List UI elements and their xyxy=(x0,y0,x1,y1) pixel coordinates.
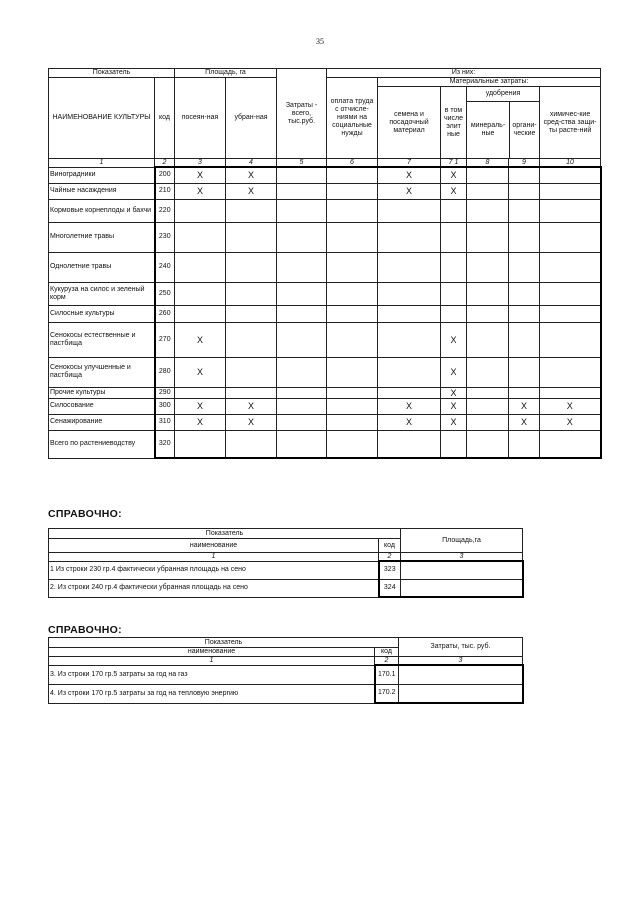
ref1-header-indicator: Показатель xyxy=(49,529,401,539)
entry-cell[interactable] xyxy=(226,322,277,357)
table-row xyxy=(49,665,523,684)
header-fertilizers: удобрения xyxy=(467,87,539,102)
col-num: 1 xyxy=(49,159,155,168)
entry-cell[interactable] xyxy=(540,222,601,252)
excluded-mark: X xyxy=(175,414,226,430)
entry-cell[interactable] xyxy=(509,387,540,398)
excluded-mark: X xyxy=(175,398,226,414)
entry-cell[interactable] xyxy=(509,282,540,305)
crop-name: Силосование xyxy=(49,398,155,414)
table-row xyxy=(49,430,601,458)
excluded-mark: X xyxy=(175,167,226,183)
col-num: 4 xyxy=(226,159,277,168)
excluded-mark: X xyxy=(226,183,277,199)
excluded-mark: X xyxy=(378,398,441,414)
entry-cell[interactable] xyxy=(509,357,540,387)
entry-cell[interactable] xyxy=(378,357,441,387)
entry-cell[interactable] xyxy=(327,282,378,305)
col-num: 2 xyxy=(379,553,401,562)
entry-cell[interactable] xyxy=(327,305,378,322)
col-num: 8 xyxy=(467,159,509,168)
ref2-row-name: 3. Из строки 170 гр.5 затраты за год на газ xyxy=(49,665,375,684)
entry-cell[interactable] xyxy=(509,167,540,183)
entry-cell[interactable] xyxy=(540,430,601,458)
entry-cell[interactable] xyxy=(378,252,441,282)
crop-code: 290 xyxy=(155,387,175,398)
entry-cell[interactable] xyxy=(467,282,509,305)
excluded-mark: X xyxy=(175,183,226,199)
entry-cell[interactable] xyxy=(277,252,327,282)
entry-cell[interactable] xyxy=(226,199,277,222)
ref2-row-value-input[interactable] xyxy=(399,684,523,703)
entry-cell[interactable] xyxy=(175,305,226,322)
entry-cell[interactable] xyxy=(226,357,277,387)
table-row xyxy=(49,684,523,703)
ref1-row-value-input[interactable] xyxy=(401,561,523,579)
table-row xyxy=(49,199,601,222)
entry-cell[interactable] xyxy=(327,222,378,252)
ref2-row-value-input[interactable] xyxy=(399,665,523,684)
ref1-header-name: наименование xyxy=(49,539,379,553)
crop-name: Чайные насаждения xyxy=(49,183,155,199)
header-sown: посеян-ная xyxy=(175,78,226,159)
crop-code: 250 xyxy=(155,282,175,305)
header-area: Площадь, га xyxy=(175,69,277,78)
table-row xyxy=(49,183,601,199)
col-num: 3 xyxy=(175,159,226,168)
entry-cell[interactable] xyxy=(540,252,601,282)
ref1-header-code: код xyxy=(379,539,401,553)
excluded-mark: X xyxy=(509,414,540,430)
header-organic: органи-ческие xyxy=(512,122,537,137)
entry-cell[interactable] xyxy=(441,222,467,252)
crop-name: Всего по растениеводству xyxy=(49,430,155,458)
entry-cell[interactable] xyxy=(509,252,540,282)
entry-cell[interactable] xyxy=(175,252,226,282)
entry-cell[interactable] xyxy=(467,387,509,398)
ref1-row-value-input[interactable] xyxy=(401,579,523,597)
crop-code: 230 xyxy=(155,222,175,252)
entry-cell[interactable] xyxy=(175,199,226,222)
table-row xyxy=(49,222,601,252)
excluded-mark: X xyxy=(175,357,226,387)
entry-cell[interactable] xyxy=(226,252,277,282)
entry-cell[interactable] xyxy=(540,199,601,222)
crop-name: Многолетние травы xyxy=(49,222,155,252)
reference-heading-2: СПРАВОЧНО: xyxy=(48,624,122,636)
entry-cell[interactable] xyxy=(277,357,327,387)
header-harvested: убран-ная xyxy=(226,78,277,159)
entry-cell[interactable] xyxy=(441,305,467,322)
entry-cell[interactable] xyxy=(509,430,540,458)
crop-code: 200 xyxy=(155,167,175,183)
entry-cell[interactable] xyxy=(378,387,441,398)
crop-costs-table xyxy=(48,68,602,459)
excluded-mark: X xyxy=(378,167,441,183)
ref1-row-name: 1 Из строки 230 гр.4 фактически убранная площадь на сено xyxy=(49,561,379,579)
entry-cell[interactable] xyxy=(378,322,441,357)
excluded-mark: X xyxy=(441,167,467,183)
entry-cell[interactable] xyxy=(277,322,327,357)
entry-cell[interactable] xyxy=(327,322,378,357)
entry-cell[interactable] xyxy=(540,282,601,305)
entry-cell[interactable] xyxy=(277,282,327,305)
entry-cell[interactable] xyxy=(327,357,378,387)
crop-name: Кормовые корнеплоды и бахчи xyxy=(49,199,155,222)
header-fertilizers-group xyxy=(467,87,540,159)
entry-cell[interactable] xyxy=(540,167,601,183)
table-row xyxy=(49,322,601,357)
ref2-row-code: 170.1 xyxy=(375,665,399,684)
entry-cell[interactable] xyxy=(327,387,378,398)
table-row xyxy=(49,387,601,398)
entry-cell[interactable] xyxy=(467,414,509,430)
entry-cell[interactable] xyxy=(467,322,509,357)
crop-code: 320 xyxy=(155,430,175,458)
excluded-mark: X xyxy=(441,322,467,357)
table-row xyxy=(49,252,601,282)
reference-table-costs xyxy=(48,637,524,704)
ref2-header-costs: Затраты, тыс. руб. xyxy=(399,638,523,657)
excluded-mark: X xyxy=(509,398,540,414)
crop-code: 300 xyxy=(155,398,175,414)
excluded-mark: X xyxy=(441,387,467,398)
entry-cell[interactable] xyxy=(327,430,378,458)
excluded-mark: X xyxy=(226,167,277,183)
entry-cell[interactable] xyxy=(327,252,378,282)
entry-cell[interactable] xyxy=(327,167,378,183)
crop-code: 260 xyxy=(155,305,175,322)
excluded-mark: X xyxy=(175,322,226,357)
crop-code: 220 xyxy=(155,199,175,222)
col-num: 2 xyxy=(375,657,399,666)
table-row xyxy=(49,414,601,430)
ref2-row-name: 4. Из строки 170 гр.5 затраты за год на тепловую энергию xyxy=(49,684,375,703)
entry-cell[interactable] xyxy=(277,305,327,322)
col-num: 2 xyxy=(155,159,175,168)
entry-cell[interactable] xyxy=(467,167,509,183)
crop-code: 280 xyxy=(155,357,175,387)
entry-cell[interactable] xyxy=(540,357,601,387)
header-elite: в том числе элит ные xyxy=(441,87,467,159)
table-row xyxy=(49,357,601,387)
ref2-header-indicator: Показатель xyxy=(49,638,399,648)
table-row xyxy=(49,561,523,579)
header-material-costs: Материальные затраты: xyxy=(378,78,601,87)
entry-cell[interactable] xyxy=(277,183,327,199)
column-numbers-row xyxy=(49,159,601,168)
excluded-mark: X xyxy=(226,414,277,430)
ref1-row-code: 324 xyxy=(379,579,401,597)
entry-cell[interactable] xyxy=(467,252,509,282)
excluded-mark: X xyxy=(378,414,441,430)
excluded-mark: X xyxy=(441,414,467,430)
entry-cell[interactable] xyxy=(441,252,467,282)
header-chemical: химичес-кие сред-ства защи-ты расте-ний xyxy=(540,87,601,159)
entry-cell[interactable] xyxy=(277,430,327,458)
entry-cell[interactable] xyxy=(467,183,509,199)
entry-cell[interactable] xyxy=(277,387,327,398)
entry-cell[interactable] xyxy=(467,357,509,387)
page-number: 35 xyxy=(316,37,324,46)
crop-code: 310 xyxy=(155,414,175,430)
header-labor: оплата труда с отчисле-ниями на социальные нужды xyxy=(327,78,378,159)
entry-cell[interactable] xyxy=(509,183,540,199)
entry-cell[interactable] xyxy=(509,322,540,357)
crop-code: 270 xyxy=(155,322,175,357)
header-total-costs: Затраты - всего, тыс.руб. xyxy=(277,69,327,159)
entry-cell[interactable] xyxy=(175,222,226,252)
header-code: код xyxy=(155,78,175,159)
crop-name: Сенокосы естественные и пастбища xyxy=(49,322,155,357)
crop-code: 210 xyxy=(155,183,175,199)
entry-cell[interactable] xyxy=(226,222,277,252)
col-num: 3 xyxy=(399,657,523,666)
entry-cell[interactable] xyxy=(378,222,441,252)
entry-cell[interactable] xyxy=(540,322,601,357)
entry-cell[interactable] xyxy=(509,199,540,222)
entry-cell[interactable] xyxy=(378,282,441,305)
col-num: 6 xyxy=(327,159,378,168)
entry-cell[interactable] xyxy=(441,282,467,305)
col-num: 7 1 xyxy=(441,159,467,168)
crop-name: Виноградники xyxy=(49,167,155,183)
entry-cell[interactable] xyxy=(277,199,327,222)
table-row xyxy=(49,282,601,305)
table-row xyxy=(49,305,601,322)
crop-name: Сенокосы улучшенные и пастбища xyxy=(49,357,155,387)
entry-cell[interactable] xyxy=(226,305,277,322)
col-num: 9 xyxy=(509,159,540,168)
entry-cell[interactable] xyxy=(467,430,509,458)
excluded-mark: X xyxy=(226,398,277,414)
entry-cell[interactable] xyxy=(540,183,601,199)
entry-cell[interactable] xyxy=(509,305,540,322)
ref1-row-code: 323 xyxy=(379,561,401,579)
entry-cell[interactable] xyxy=(467,222,509,252)
table-row xyxy=(49,167,601,183)
excluded-mark: X xyxy=(540,414,601,430)
entry-cell[interactable] xyxy=(540,387,601,398)
ref2-header-code: код xyxy=(375,648,399,657)
entry-cell[interactable] xyxy=(467,305,509,322)
reference-heading-1: СПРАВОЧНО: xyxy=(48,508,122,520)
crop-name: Силосные культуры xyxy=(49,305,155,322)
excluded-mark: X xyxy=(540,398,601,414)
entry-cell[interactable] xyxy=(277,167,327,183)
crop-code: 240 xyxy=(155,252,175,282)
entry-cell[interactable] xyxy=(540,305,601,322)
crop-name: Однолетние травы xyxy=(49,252,155,282)
col-num: 5 xyxy=(277,159,327,168)
entry-cell[interactable] xyxy=(226,430,277,458)
header-indicator: Показатель xyxy=(49,69,175,78)
entry-cell[interactable] xyxy=(378,199,441,222)
entry-cell[interactable] xyxy=(277,414,327,430)
header-seeds: семена и посадочный материал xyxy=(378,87,441,159)
entry-cell[interactable] xyxy=(327,398,378,414)
crop-name: Сенажирование xyxy=(49,414,155,430)
entry-cell[interactable] xyxy=(175,387,226,398)
excluded-mark: X xyxy=(441,357,467,387)
entry-cell[interactable] xyxy=(175,282,226,305)
entry-cell[interactable] xyxy=(226,387,277,398)
header-of-them: Из них: xyxy=(327,69,601,78)
entry-cell[interactable] xyxy=(467,398,509,414)
entry-cell[interactable] xyxy=(226,282,277,305)
entry-cell[interactable] xyxy=(378,430,441,458)
col-num: 10 xyxy=(540,159,601,168)
entry-cell[interactable] xyxy=(327,183,378,199)
ref2-header-name: наименование xyxy=(49,648,375,657)
excluded-mark: X xyxy=(441,398,467,414)
entry-cell[interactable] xyxy=(378,305,441,322)
table-row xyxy=(49,398,601,414)
col-num: 1 xyxy=(49,657,375,666)
excluded-mark: X xyxy=(441,183,467,199)
entry-cell[interactable] xyxy=(277,398,327,414)
col-num: 7 xyxy=(378,159,441,168)
entry-cell[interactable] xyxy=(509,222,540,252)
header-mineral: минераль-ные xyxy=(467,102,510,158)
crop-name: Кукуруза на силос и зеленый корм xyxy=(49,282,155,305)
table-row xyxy=(49,579,523,597)
header-crop-name: НАИМЕНОВАНИЕ КУЛЬТУРЫ xyxy=(49,78,155,159)
entry-cell[interactable] xyxy=(441,430,467,458)
entry-cell[interactable] xyxy=(441,199,467,222)
entry-cell[interactable] xyxy=(175,430,226,458)
col-num: 3 xyxy=(401,553,523,562)
col-num: 1 xyxy=(49,553,379,562)
entry-cell[interactable] xyxy=(467,199,509,222)
entry-cell[interactable] xyxy=(327,199,378,222)
entry-cell[interactable] xyxy=(277,222,327,252)
entry-cell[interactable] xyxy=(327,414,378,430)
ref1-row-name: 2. Из строки 240 гр.4 фактически убранная площадь на сено xyxy=(49,579,379,597)
reference-table-area xyxy=(48,528,524,598)
excluded-mark: X xyxy=(378,183,441,199)
ref2-row-code: 170.2 xyxy=(375,684,399,703)
crop-name: Прочие культуры xyxy=(49,387,155,398)
ref1-header-area: Площадь,га xyxy=(401,529,523,553)
